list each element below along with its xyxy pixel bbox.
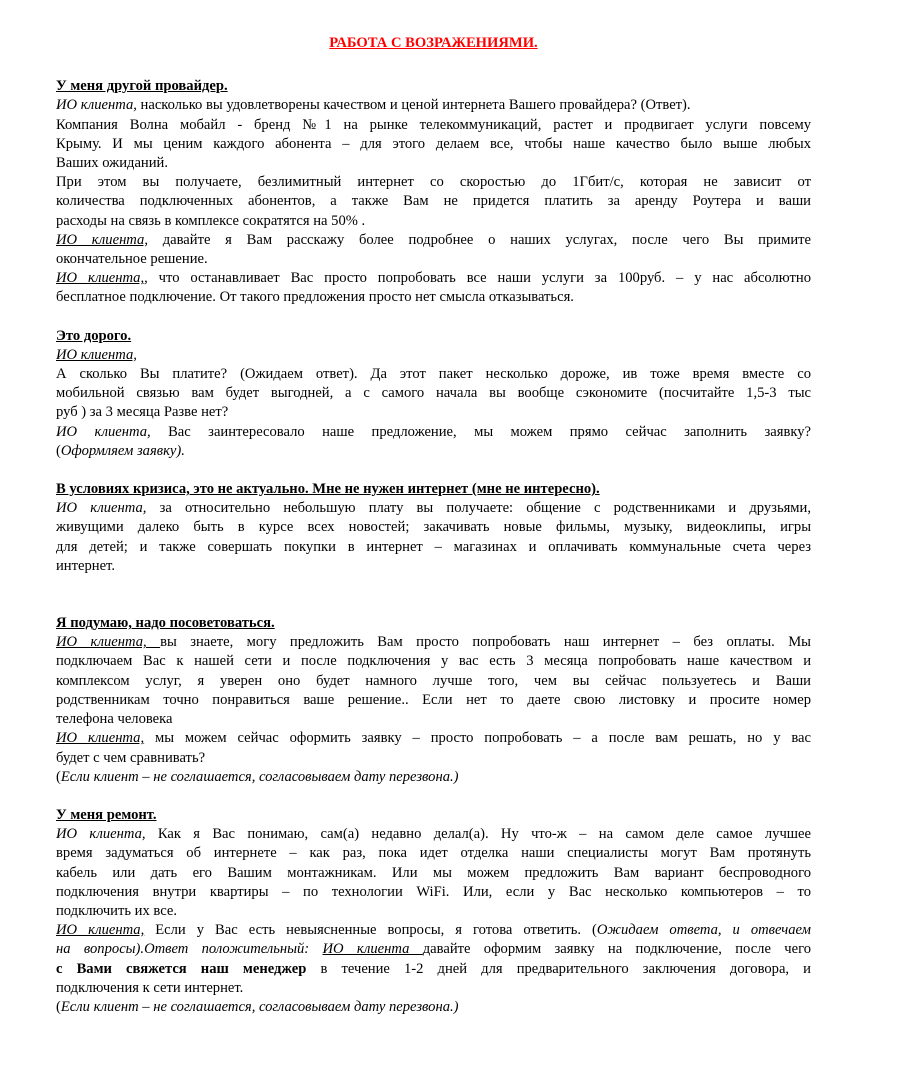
paragraph-line: родственникам точно понравиться ваше решение.. Если нет то даете свою листовку и просите номер bbox=[56, 691, 811, 708]
client-name-placeholder: ИО клиента, bbox=[56, 423, 151, 440]
paragraph-line: При этом вы получаете, безлимитный интернет со скоростью до 1Гбит/с, которая не зависит от bbox=[56, 174, 811, 191]
paragraph-line: А сколько Вы платите? (Ожидаем ответ). Да этот пакет несколько дороже, ив тоже время вместе со bbox=[56, 366, 811, 383]
text-span: насколько вы удовлетворены качеством и ценой интернета Вашего провайдера? (Ответ). bbox=[136, 97, 691, 114]
section-heading-crisis: В условиях кризиса, это не актуально. Мне не нужен интернет (мне не интересно). bbox=[56, 481, 600, 498]
italic-note: на вопросы).Ответ положительный: bbox=[56, 941, 323, 958]
page-title: РАБОТА С ВОЗРАЖЕНИЯМИ. bbox=[329, 35, 538, 51]
paragraph-line: расходы на связь в комплексе сократятся на 50% . bbox=[56, 212, 366, 229]
text-span: вы знаете, могу предложить Вам просто попробовать наш интернет – без оплаты. Мы bbox=[160, 634, 811, 651]
client-name-placeholder: ИО клиента, bbox=[56, 730, 145, 747]
section-heading-other-provider: У меня другой провайдер. bbox=[56, 78, 228, 95]
paragraph-line: интернет. bbox=[56, 557, 115, 574]
paragraph-line bbox=[56, 442, 811, 461]
text-span: за относительно небольшую плату вы получаете: общение с родственниками и друзьями, bbox=[146, 500, 811, 517]
paragraph-line: подключения к сети интернет. bbox=[56, 979, 244, 996]
client-name-placeholder: ИО клиента, bbox=[56, 270, 145, 287]
italic-note: Если клиент – не соглашается, согласовываем дату перезвона.) bbox=[60, 768, 459, 785]
text-span: мы можем сейчас оформить заявку – просто попробовать – а после вам решать, но у вас bbox=[144, 730, 811, 747]
paragraph-line: подключаем Вас к нашей сети и после подключения у вас есть 3 месяца попробовать наше качеством и bbox=[56, 653, 811, 670]
text-span: Вас заинтересовало наше предложение, мы можем прямо сейчас заполнить заявку? bbox=[150, 423, 811, 440]
text-span: , что останавливает Вас просто попробовать все наши услуги за 100руб. – у нас абсолютно bbox=[144, 270, 811, 287]
paragraph-line: подключить их все. bbox=[56, 902, 178, 919]
client-name-placeholder: ИО клиента, bbox=[56, 500, 147, 517]
text-span: в течение 1-2 дней для предварительного заключения договора, и bbox=[306, 960, 811, 977]
paragraph-line: Ваших ожиданий. bbox=[56, 155, 169, 172]
text-span: ( bbox=[56, 998, 61, 1015]
client-name-placeholder: ИО клиента, bbox=[56, 634, 161, 651]
client-name-placeholder: ИО клиента, bbox=[56, 97, 137, 114]
paragraph-line: Крыму. И мы ценим каждого абонента – для этого делаем все, чтобы наше качество было выше любых bbox=[56, 135, 811, 152]
section-heading-think-about-it: Я подумаю, надо посоветоваться. bbox=[56, 615, 275, 632]
text-span: ( bbox=[56, 442, 61, 459]
section-heading-renovation: У меня ремонт. bbox=[56, 806, 157, 823]
document-page bbox=[56, 34, 811, 1017]
paragraph-line bbox=[56, 729, 811, 748]
text-span: давайте оформим заявку на подключение, после чего bbox=[422, 941, 811, 958]
paragraph-line: будет с чем сравнивать? bbox=[56, 749, 206, 766]
paragraph-line bbox=[56, 499, 811, 518]
paragraph-line bbox=[56, 423, 811, 442]
client-name-placeholder: ИО клиента bbox=[322, 941, 423, 958]
text-span: Как я Вас понимаю, сам(а) недавно делал(а). Ну что-ж – на самом деле самое лучшее bbox=[145, 826, 811, 843]
section-heading-expensive: Это дорого. bbox=[56, 327, 132, 344]
paragraph-line: комплексом услуг, я уверен оно будет намного лучше того, чем вы сейчас пользуетесь и Ваши bbox=[56, 672, 811, 689]
paragraph-line bbox=[56, 269, 811, 288]
paragraph-line bbox=[56, 921, 811, 940]
paragraph-line: мобильной связью вам будет выгодней, а с самого начала вы вообще сэкономите (посчитайте 1,5-3 тыс bbox=[56, 385, 811, 402]
paragraph-line: телефона человека bbox=[56, 711, 173, 728]
text-span: ( bbox=[56, 768, 61, 785]
paragraph-line: Компания Волна мобайл - бренд №1 на рынке телекоммуникаций, растет и продвигает услуги повсему bbox=[56, 116, 811, 133]
client-name-placeholder: ИО клиента, bbox=[56, 826, 146, 843]
paragraph-line bbox=[56, 998, 811, 1017]
paragraph-line: окончательное решение. bbox=[56, 251, 208, 268]
bold-text: с Вами свяжется наш менеджер bbox=[56, 960, 307, 977]
text-span: Если у Вас есть невыясненные вопросы, я готова ответить. ( bbox=[144, 922, 597, 939]
paragraph-line bbox=[56, 768, 811, 787]
client-name-placeholder: ИО клиента, bbox=[56, 346, 137, 363]
paragraph-line bbox=[56, 633, 811, 652]
paragraph-line bbox=[56, 940, 811, 959]
paragraph-line: бесплатное подключение. От такого предложения просто нет смысла отказываться. bbox=[56, 289, 574, 306]
paragraph-line: живущими далеко быть в курсе всех новостей; закачивать новые фильмы, музыку, видеоклипы, игры bbox=[56, 519, 811, 536]
paragraph-line: руб ) за 3 месяца Разве нет? bbox=[56, 404, 229, 421]
paragraph-line: подключения внутри квартиры – по технологии WiFi. Или, если у Вас несколько компьютеров – то bbox=[56, 883, 811, 900]
paragraph-line: время задуматься об интернете – как раз, пока идет отделка наши специалисты могут Вам протянуть bbox=[56, 845, 811, 862]
italic-note: Если клиент – не соглашается, согласовываем дату перезвона.) bbox=[60, 998, 459, 1015]
paragraph-line: кабель или дать его Вашим монтажникам. Или мы можем предложить Вам вариант беспроводного bbox=[56, 864, 811, 881]
client-name-placeholder: ИО клиента, bbox=[56, 922, 145, 939]
paragraph-line bbox=[56, 96, 811, 115]
paragraph-line bbox=[56, 960, 811, 979]
italic-note: Ожидаем ответа, и отвечаем bbox=[596, 922, 811, 939]
paragraph-line: для детей; и также совершать покупки в интернет – магазинах и оплачивать коммунальные счета через bbox=[56, 538, 811, 555]
client-name-placeholder: ИО клиента, bbox=[56, 231, 148, 248]
paragraph-line: количества подключенных абонентов, а также Вам не придется платить за аренду Роутера и ваши bbox=[56, 193, 811, 210]
text-span: давайте я Вам расскажу более подробнее о наших услугах, после чего Вы примите bbox=[147, 231, 811, 248]
italic-note: Оформляем заявку). bbox=[60, 442, 185, 459]
paragraph-line bbox=[56, 231, 811, 250]
paragraph-line bbox=[56, 825, 811, 844]
